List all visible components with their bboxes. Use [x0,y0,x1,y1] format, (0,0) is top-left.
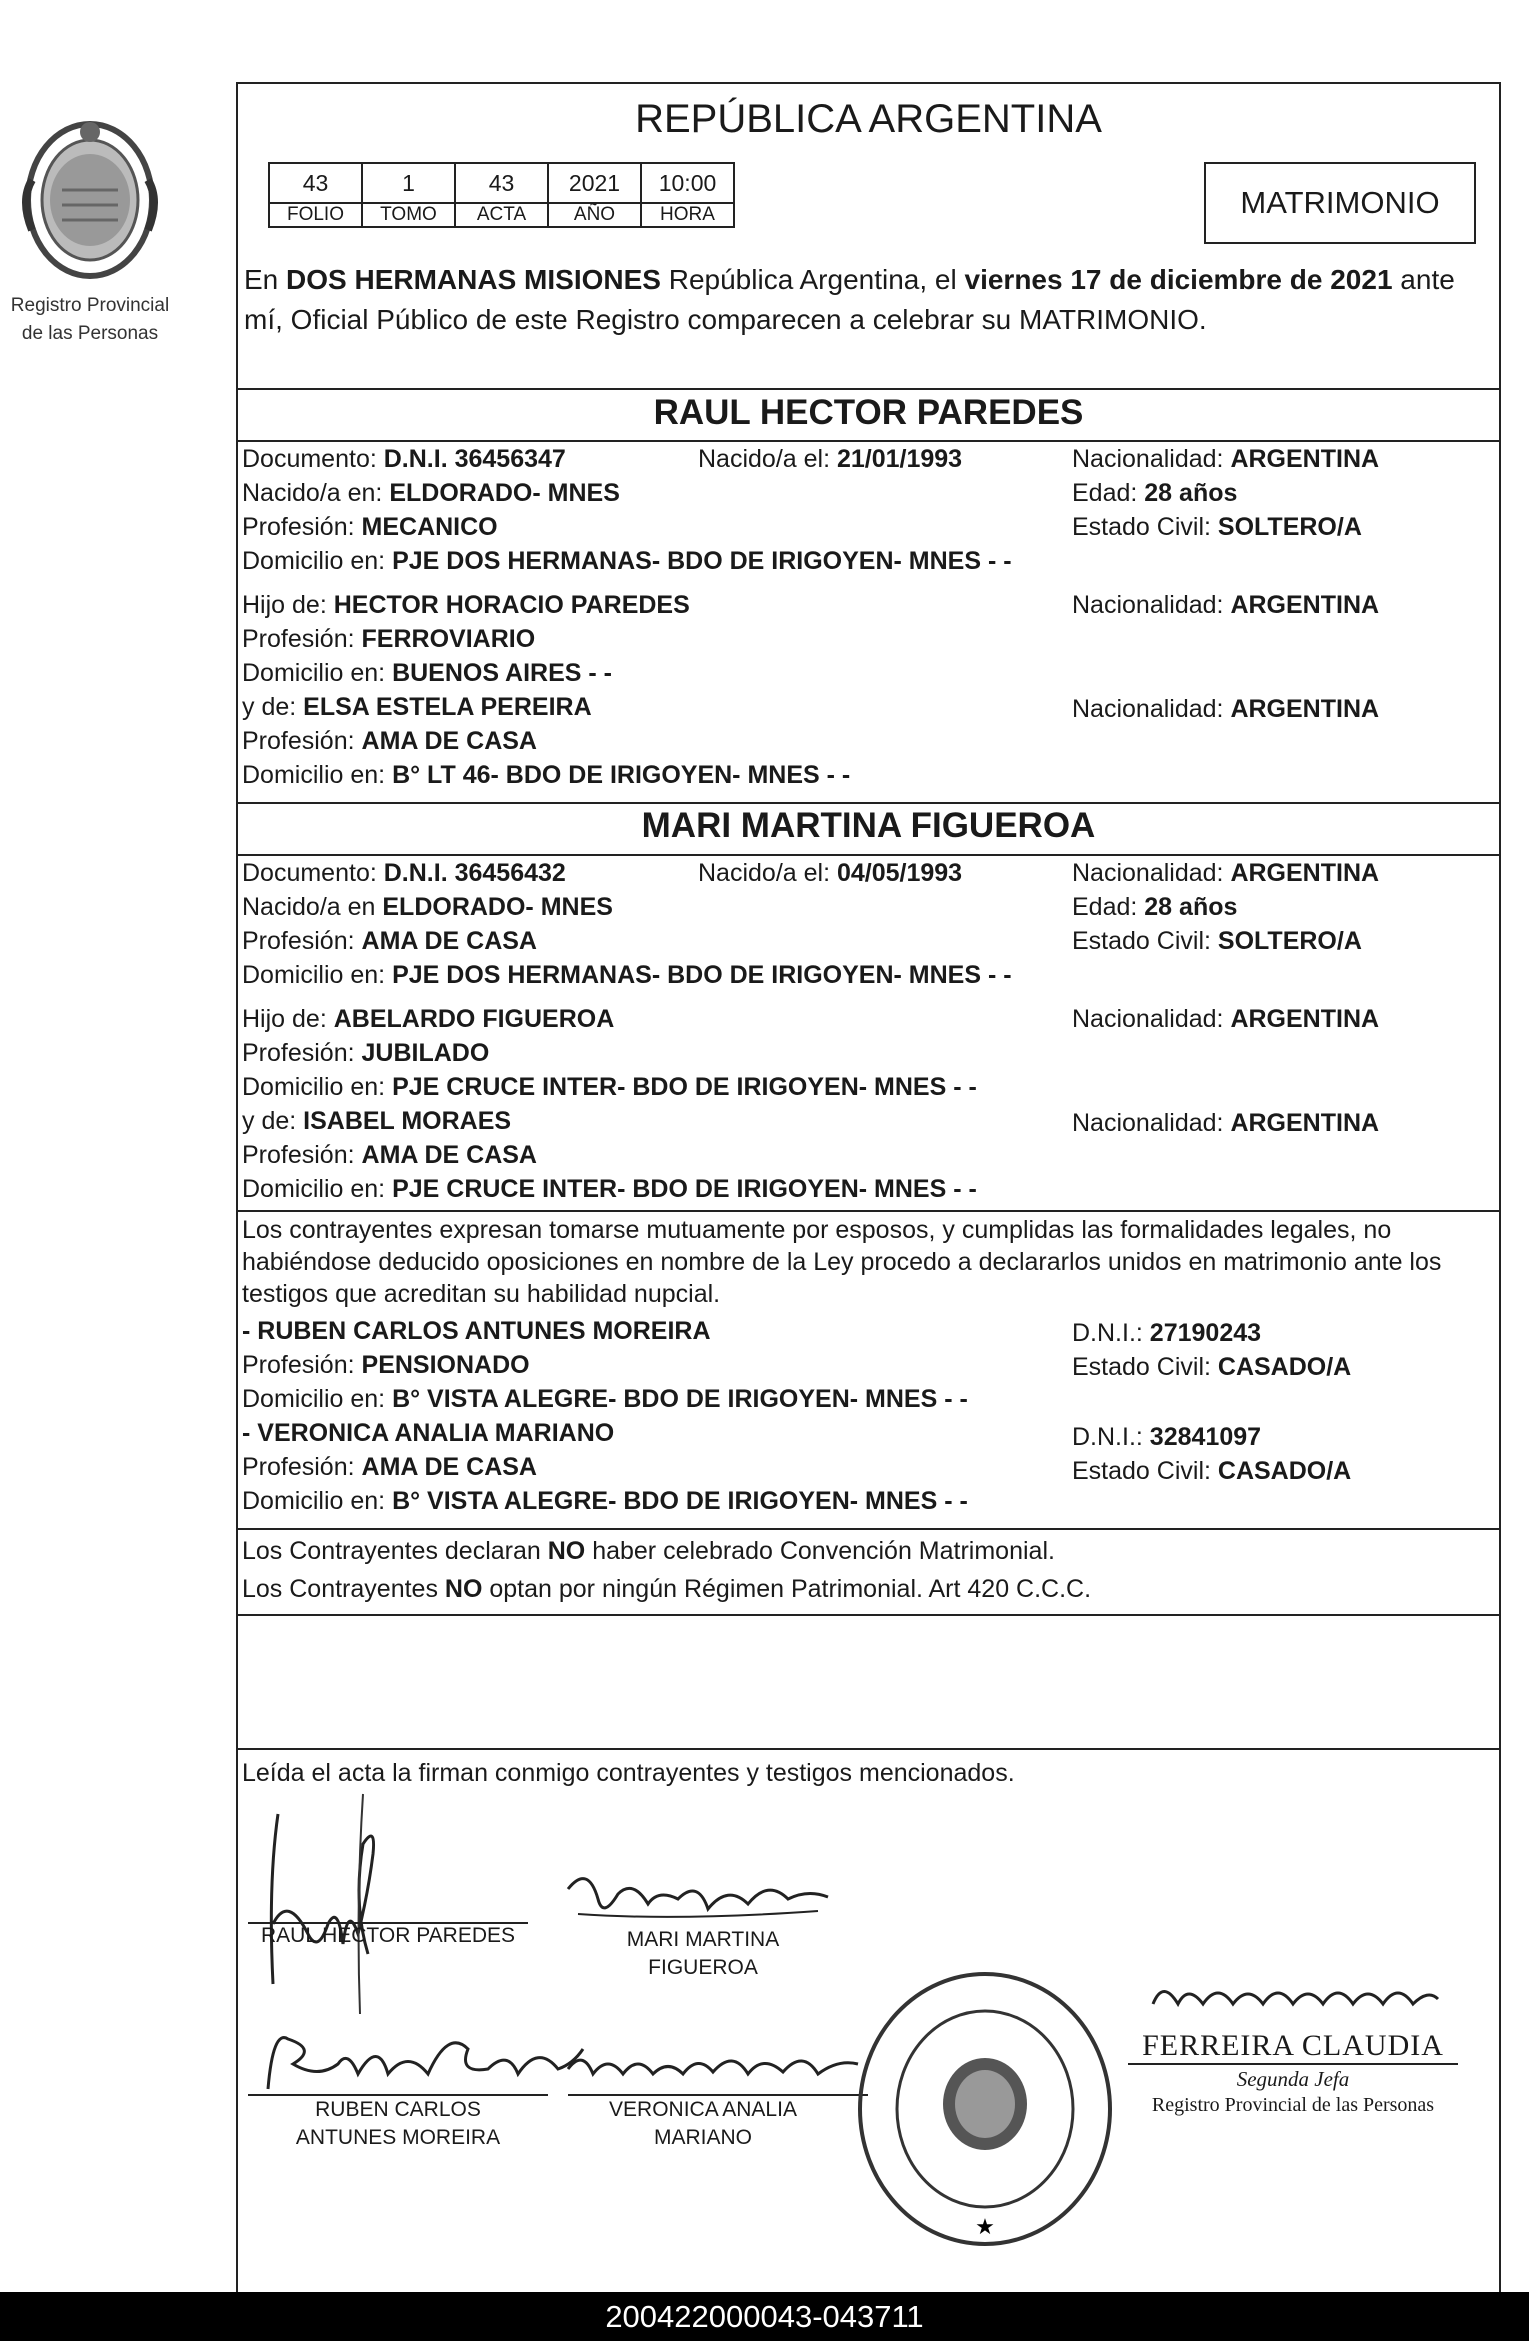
c1-padre: Hijo de: HECTOR HORACIO PAREDES [242,591,690,619]
oficial-name: FERREIRA CLAUDIA [1128,2029,1458,2065]
folio-value: 43 [269,163,362,203]
c2-estado-civil: Estado Civil: SOLTERO/A [1072,927,1362,955]
folio-label: FOLIO [269,203,362,227]
anio-label: AÑO [548,203,641,227]
signature-raul-icon [248,1784,408,2014]
contrayente2-name: MARI MARTINA FIGUEROA [641,806,1096,845]
hora-label: HORA [641,203,734,227]
c2-profesion: Profesión: AMA DE CASA [242,927,537,955]
firma-veronica-caption-1: VERONICA ANALIA [609,2098,797,2121]
c2-edad: Edad: 28 años [1072,893,1238,921]
document-code-bar: 200422000043-043711 [0,2292,1529,2341]
c2-domicilio: Domicilio en: PJE DOS HERMANAS- BDO DE IRIGOYEN- MNES - - [242,961,1012,989]
c1-nacionalidad: Nacionalidad: ARGENTINA [1072,445,1380,473]
testigo1-dni: D.N.I.: 27190243 [1072,1319,1262,1347]
anio-value: 2021 [548,163,641,203]
firma-mari-caption-1: MARI MARTINA [626,1928,780,1951]
c2-lugar: Nacido/a en ELDORADO- MNES [242,893,613,921]
intro-text-2: República Argentina, el [660,264,965,295]
acta-value: 43 [455,163,548,203]
registro-logo [0,110,180,346]
testigo1-profesion: Profesión: PENSIONADO [242,1351,530,1379]
acta-frame [236,82,1501,2292]
firma-veronica-caption-2: MARIANO [653,2126,752,2149]
c2-padre-domicilio: Domicilio en: PJE CRUCE INTER- BDO DE IRIGOYEN- MNES - - [242,1073,977,1101]
testigo1-domicilio: Domicilio en: B° VISTA ALEGRE- BDO DE IRIGOYEN- MNES - - [242,1385,968,1413]
testigo2-profesion: Profesión: AMA DE CASA [242,1453,537,1481]
divider [238,388,1499,390]
c2-documento: Documento: D.N.I. 36456432 [242,859,566,887]
divider [238,1748,1499,1750]
c1-domicilio: Domicilio en: PJE DOS HERMANAS- BDO DE IRIGOYEN- MNES - - [242,547,1012,575]
c1-madre: y de: ELSA ESTELA PEREIRA [242,693,592,721]
declaracion-paragraph: Los contrayentes expresan tomarse mutuamente por esposos, y cumplidas las formalidades legales, no habiéndose deducido oposiciones en nombre de la Ley procedo a declararlos unidos en matrimonio ante los testigos que acreditan su habilidad nupcial. [242,1216,1442,1308]
testigo2-dni: D.N.I.: 32841097 [1072,1423,1262,1451]
provincia-seal-icon [10,110,170,290]
c1-documento: Documento: D.N.I. 36456347 [242,445,566,473]
testigo2-domicilio: Domicilio en: B° VISTA ALEGRE- BDO DE IRIGOYEN- MNES - - [242,1487,968,1515]
contrayente1-name: RAUL HECTOR PAREDES [653,393,1084,432]
hora-value: 10:00 [641,163,734,203]
c1-madre-domicilio: Domicilio en: B° LT 46- BDO DE IRIGOYEN- MNES - - [242,761,851,789]
oficial-cargo: Segunda Jefa [1236,2067,1350,2091]
c1-profesion: Profesión: MECANICO [242,513,498,541]
acta-label: ACTA [455,203,548,227]
oficial-registro: Registro Provincial de las Personas [1151,2094,1435,2116]
firma-raul-caption: RAUL HECTOR PAREDES [261,1924,515,1947]
divider [238,1528,1499,1530]
convencion-line1: Los Contrayentes declaran NO haber celebrado Convención Matrimonial. [242,1537,1055,1565]
c2-nacionalidad: Nacionalidad: ARGENTINA [1072,859,1380,887]
logo-caption-line1: Registro Provincial [10,295,170,316]
intro-paragraph [244,260,1494,340]
c1-edad: Edad: 28 años [1072,479,1238,507]
intro-date: viernes 17 de diciembre de 2021 [964,264,1393,295]
c2-padre: Hijo de: ABELARDO FIGUEROA [242,1005,615,1033]
tomo-value: 1 [362,163,455,203]
testigo1-name: - RUBEN CARLOS ANTUNES MOREIRA [242,1317,711,1345]
c1-padre-profesion: Profesión: FERROVIARIO [242,625,536,653]
testigo2-name: - VERONICA ANALIA MARIANO [242,1419,615,1447]
svg-text:★: ★ [975,2214,995,2239]
firma-mari-caption-2: FIGUEROA [648,1956,758,1979]
c2-madre-domicilio: Domicilio en: PJE CRUCE INTER- BDO DE IRIGOYEN- MNES - - [242,1175,977,1203]
intro-place: DOS HERMANAS MISIONES [286,264,661,295]
firma-ruben-caption-2: ANTUNES MOREIRA [295,2126,501,2149]
c1-lugar: Nacido/a en: ELDORADO- MNES [242,479,620,507]
c1-madre-profesion: Profesión: AMA DE CASA [242,727,537,755]
divider [238,1210,1499,1212]
signature-ruben-icon [258,2019,588,2099]
logo-caption-line2: de las Personas [21,323,159,344]
c1-nacido-el: Nacido/a el: 21/01/1993 [698,445,963,473]
c2-madre-nacionalidad: Nacionalidad: ARGENTINA [1072,1109,1380,1137]
c1-estado-civil: Estado Civil: SOLTERO/A [1072,513,1362,541]
c1-madre-nacionalidad: Nacionalidad: ARGENTINA [1072,695,1380,723]
convencion-line2: Los Contrayentes NO optan por ningún Régimen Patrimonial. Art 420 C.C.C. [242,1575,1092,1603]
signature-oficial-icon [1143,1974,1443,2024]
testigo1-estado-civil: Estado Civil: CASADO/A [1072,1353,1352,1381]
intro-text-1: En [244,264,287,295]
c1-padre-domicilio: Domicilio en: BUENOS AIRES - - [242,659,612,687]
c2-padre-nacionalidad: Nacionalidad: ARGENTINA [1072,1005,1380,1033]
testigo2-estado-civil: Estado Civil: CASADO/A [1072,1457,1352,1485]
acta-reference-table [268,162,735,228]
c2-padre-profesion: Profesión: JUBILADO [242,1039,490,1067]
signature-mari-icon [558,1859,838,1929]
delegacion-seal-icon [850,1964,1120,2254]
c2-madre-profesion: Profesión: AMA DE CASA [242,1141,537,1169]
tomo-label: TOMO [362,203,455,227]
cierre-text: Leída el acta la firman conmigo contrayentes y testigos mencionados. [242,1759,1015,1787]
document-title: REPÚBLICA ARGENTINA [635,97,1102,141]
intro-text-3: ante mí, Oficial Público de este Registro comparecen a celebrar su MATRIMONIO. [244,264,1455,335]
tipo-acta-box: MATRIMONIO [1204,162,1476,244]
c2-madre: y de: ISABEL MORAES [242,1107,512,1135]
signature-veronica-icon [558,2034,868,2094]
c1-padre-nacionalidad: Nacionalidad: ARGENTINA [1072,591,1380,619]
c2-nacido-el: Nacido/a el: 04/05/1993 [698,859,963,887]
firma-ruben-caption-1: RUBEN CARLOS [315,2098,481,2121]
oficial-firma [1128,1974,1458,2117]
divider [238,1614,1499,1616]
